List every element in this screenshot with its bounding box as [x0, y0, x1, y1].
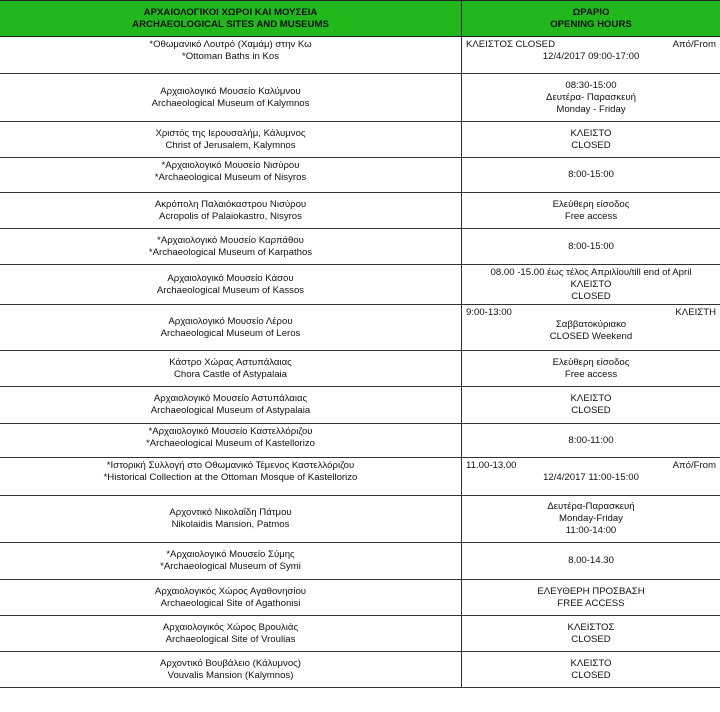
site-name-en: *Ottoman Baths in Kos: [181, 51, 280, 62]
site-name-en: Acropolis of Palaiokastro, Nisyros: [159, 210, 302, 222]
table-row: [0, 193, 720, 229]
site-name-en: Chora Castle of Astypalaia: [173, 368, 288, 380]
hours-line: 12/4/2017 11:00-15:00: [543, 472, 639, 483]
site-name-en: *Archaeological Museum of Karpathos: [148, 246, 313, 258]
table-row: [0, 458, 720, 496]
site-name-cell: [0, 229, 462, 265]
site-name-cell: [0, 265, 462, 305]
site-name-gr: Ακρόπολη Παλαιόκαστρου Νισύρου: [154, 198, 307, 210]
site-name-gr: Αρχαιολογικό Μουσείο Καλύμνου: [160, 85, 301, 97]
hours-line: Ελεύθερη είσοδος: [552, 356, 630, 368]
site-name-cell: [0, 616, 462, 652]
site-name-gr: Αρχαιολογικό Μουσείο Λέρου: [168, 315, 293, 327]
site-name-gr: Χριστός της Ιερουσαλήμ, Κάλυμνος: [155, 127, 306, 139]
site-name-gr: Αρχαιολογικό Μουσείο Αστυπάλαιας: [153, 393, 308, 404]
hours-line: 12/4/2017 09:00-17:00: [542, 51, 640, 62]
site-name-en: *Archaeological Museum of Nisyros: [154, 172, 307, 183]
hours-line: CLOSED: [571, 405, 611, 416]
hours-line: ΚΛΕΙΣΤΟ: [570, 657, 612, 669]
hours-left: ΚΛΕΙΣΤΟΣ CLOSED: [466, 39, 555, 50]
site-name-en: Archaeological Museum of Kalymnos: [151, 97, 310, 109]
opening-hours-cell: [462, 580, 720, 616]
table-row: [0, 580, 720, 616]
table-row: [0, 158, 720, 193]
hours-line-split: [466, 460, 716, 472]
opening-hours-cell: [462, 351, 720, 387]
site-name-en: Archaeological Museum of Astypalaia: [150, 405, 311, 416]
table-row: [0, 122, 720, 158]
hours-header-gr: ΩΡΑΡΙΟ: [572, 6, 610, 18]
table-row: [0, 351, 720, 387]
opening-hours-cell: [462, 74, 720, 122]
opening-hours-cell: [462, 652, 720, 688]
header-row: [0, 1, 720, 37]
site-name-gr: *Αρχαιολογικό Μουσείο Νισύρου: [161, 160, 300, 171]
site-name-en: *Archaeological Museum of Kastellorizo: [145, 438, 316, 449]
table-row: [0, 616, 720, 652]
site-name-cell: [0, 496, 462, 543]
hours-line: Δευτέρα-Παρασκευή: [547, 501, 635, 512]
hours-line: ΚΛΕΙΣΤΟ: [570, 127, 612, 139]
site-name-cell: [0, 37, 462, 74]
hours-line: ΚΛΕΙΣΤΟΣ: [567, 621, 615, 633]
hours-line: ΕΛΕΥΘΕΡΗ ΠΡΟΣΒΑΣΗ: [537, 585, 645, 597]
opening-hours-cell: [462, 193, 720, 229]
site-name-cell: [0, 193, 462, 229]
hours-line: 8:00-15:00: [568, 240, 614, 252]
opening-hours-cell: [462, 424, 720, 458]
site-name-en: Christ of Jerusalem, Kalymnos: [165, 139, 296, 151]
hours-line: CLOSED: [571, 139, 611, 151]
hours-line: Free access: [564, 210, 618, 222]
site-name-gr: *Οθωμανικό Λουτρό (Χαμάμ) στην Κω: [149, 39, 312, 50]
hours-line: 8:00-15:00: [568, 169, 614, 180]
hours-header: [462, 1, 720, 37]
hours-line: 8.00-14.30: [568, 555, 614, 566]
site-name-cell: [0, 387, 462, 424]
table-row: [0, 37, 720, 74]
site-name-en: Vouvalis Mansion (Kalymnos): [167, 669, 294, 681]
hours-line-split: [466, 307, 716, 319]
hours-line: ΚΛΕΙΣΤΟ: [570, 393, 612, 404]
hours-right: Από/From: [672, 39, 716, 50]
sites-header: [0, 1, 462, 37]
hours-line: Δευτέρα- Παρασκευή: [546, 91, 636, 103]
hours-line: FREE ACCESS: [557, 597, 625, 609]
site-name-cell: [0, 543, 462, 580]
site-name-cell: [0, 305, 462, 351]
site-name-gr: *Αρχαιολογικό Μουσείο Καρπάθου: [157, 234, 304, 246]
site-name-cell: [0, 652, 462, 688]
hours-line: 08.00 -15.00 έως τέλος Απριλίου/till end of April: [490, 266, 692, 278]
hours-right: Από/From: [672, 460, 716, 471]
table-row: [0, 424, 720, 458]
site-name-cell: [0, 122, 462, 158]
opening-hours-cell: [462, 543, 720, 580]
opening-hours-cell: [462, 387, 720, 424]
table-row: [0, 74, 720, 122]
hours-header-en: OPENING HOURS: [550, 18, 632, 30]
opening-hours-cell: [462, 229, 720, 265]
opening-hours-cell: [462, 496, 720, 543]
site-name-en: *Archaeological Museum of Symi: [160, 561, 301, 572]
opening-hours-cell: [462, 265, 720, 305]
hours-line: Free access: [564, 368, 618, 380]
opening-hours-cell: [462, 37, 720, 74]
table-row: [0, 387, 720, 424]
hours-line: CLOSED: [571, 633, 611, 645]
site-name-gr: *Ιστορική Συλλογή στο Οθωμανικό Τέμενος Καστελλόριζου: [106, 460, 355, 471]
sites-header-en: ARCHAEOLOGICAL SITES AND MUSEUMS: [132, 18, 329, 30]
site-name-en: Nikolaidis Mansion, Patmos: [171, 519, 290, 530]
table-row: [0, 496, 720, 543]
hours-left: 9:00-13:00: [466, 307, 512, 318]
hours-line: 8:00-11:00: [568, 434, 614, 446]
hours-line: CLOSED: [571, 290, 611, 302]
site-name-cell: [0, 458, 462, 496]
hours-line: Monday - Friday: [556, 103, 626, 115]
hours-line-split: [466, 39, 716, 51]
hours-line: CLOSED: [571, 669, 611, 681]
hours-line: ΚΛΕΙΣΤΟ: [570, 278, 612, 290]
opening-hours-cell: [462, 158, 720, 193]
site-name-cell: [0, 158, 462, 193]
hours-right: ΚΛΕΙΣΤΗ: [675, 307, 716, 318]
site-name-en: Archaeological Museum of Kassos: [156, 284, 305, 296]
site-name-cell: [0, 74, 462, 122]
site-name-en: Archaeological Museum of Leros: [160, 327, 301, 339]
sites-header-gr: ΑΡΧΑΙΟΛΟΓΙΚΟΙ ΧΩΡΟΙ ΚΑΙ ΜΟΥΣΕΙΑ: [143, 6, 318, 18]
site-name-gr: Αρχοντικό Βουβάλειο (Κάλυμνος): [160, 657, 301, 669]
site-name-gr: Αρχοντικό Νικολαΐδη Πάτμου: [169, 507, 292, 518]
opening-hours-cell: [462, 305, 720, 351]
site-name-gr: Αρχαιολογικό Μουσείο Κάσου: [167, 272, 294, 284]
hours-line: 08:30-15:00: [565, 79, 617, 91]
table-row: [0, 229, 720, 265]
site-name-cell: [0, 580, 462, 616]
site-name-en: Archaeological Site of Vroulias: [165, 633, 296, 645]
site-name-gr: *Αρχαιολογικό Μουσείο Σύμης: [166, 549, 295, 560]
table-row: [0, 305, 720, 351]
opening-hours-cell: [462, 122, 720, 158]
hours-line: 11:00-14:00: [565, 525, 617, 536]
site-name-cell: [0, 351, 462, 387]
site-name-en: *Historical Collection at the Ottoman Mosque of Kastellorizo: [103, 472, 358, 483]
table-row: [0, 265, 720, 305]
site-name-gr: Αρχαιολογικός Χώρος Βρουλιάς: [162, 621, 299, 633]
hours-line: CLOSED Weekend: [549, 331, 633, 342]
hours-line: Monday-Friday: [559, 513, 623, 524]
hours-line: Ελεύθερη είσοδος: [552, 198, 630, 210]
site-name-gr: *Αρχαιολογικό Μουσείο Καστελλόριζου: [148, 426, 313, 437]
hours-line: Σαββατοκύριακο: [555, 319, 627, 330]
opening-hours-cell: [462, 616, 720, 652]
site-name-gr: Αρχαιολογικός Χώρος Αγαθονησίου: [154, 585, 307, 597]
site-name-cell: [0, 424, 462, 458]
site-name-gr: Κάστρο Χώρας Αστυπάλαιας: [169, 356, 292, 368]
opening-hours-cell: [462, 458, 720, 496]
site-name-en: Archaeological Site of Agathonisi: [160, 597, 301, 609]
table-row: [0, 543, 720, 580]
table-row: [0, 652, 720, 688]
hours-left: 11.00-13.00: [466, 460, 517, 471]
